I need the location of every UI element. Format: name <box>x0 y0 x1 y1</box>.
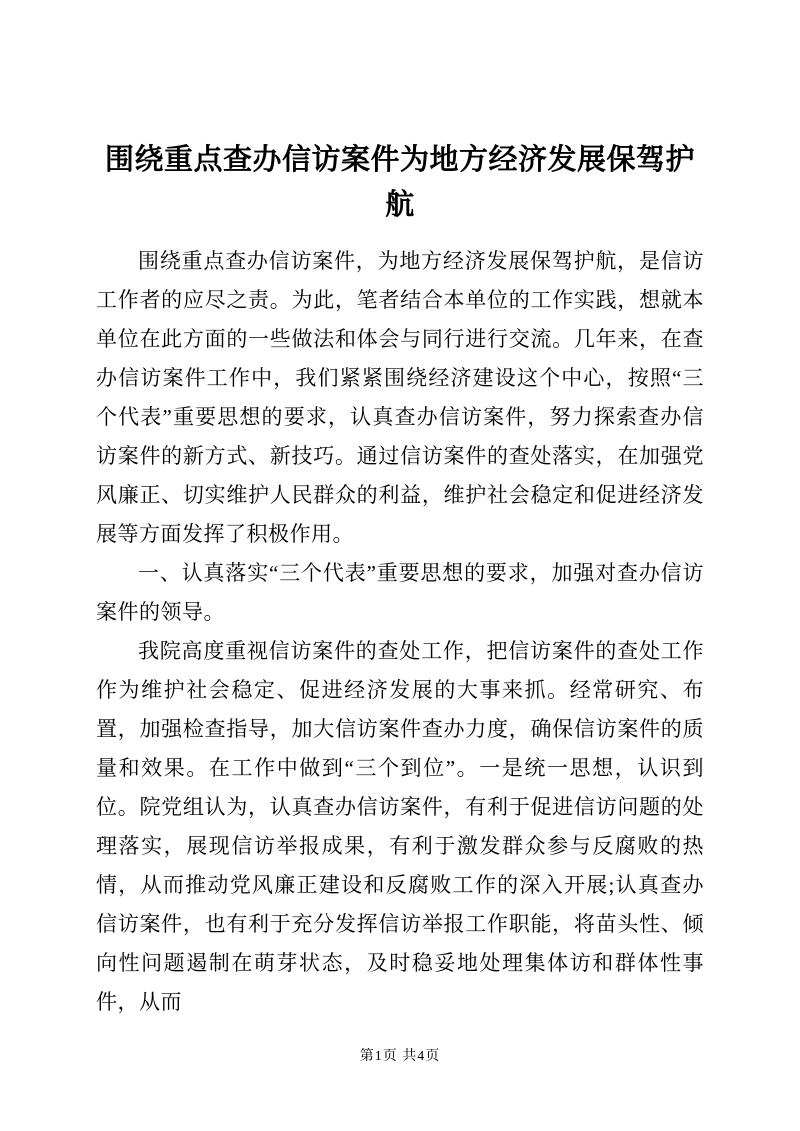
document-content <box>96 138 704 1022</box>
paragraph-section-heading: 一、认真落实“三个代表”重要思想的要求，加强对查办信访案件的领导。 <box>96 560 704 624</box>
paragraph-body: 我院高度重视信访案件的查处工作，把信访案件的查处工作作为维护社会稳定、促进经济发展的大事来抓。经常研究、布置，加强检查指导，加大信访案件查办力度，确保信访案件的质量和效果。在工作中做到“三个到位”。一是统一思想，认识到位。院党组认为，认真查办信访案件，有利于促进信访问题的处理落实，展现信访举报成果，有利于激发群众参与反腐败的热情，从而推动党风廉正建设和反腐败工作的深入开展;认真查办信访案件，也有利于充分发挥信访举报工作职能，将苗头性、倾向性问题遏制在萌芽状态，及时稳妥地处理集体访和群体性事件，从而 <box>96 638 704 1014</box>
page-footer <box>0 1045 800 1065</box>
paragraph-intro: 围绕重点查办信访案件，为地方经济发展保驾护航，是信访工作者的应尽之责。为此，笔者结合本单位的工作实践，想就本单位在此方面的一些做法和体会与同行进行交流。几年来，在查办信访案件工作中，我们紧紧围绕经济建设这个中心，按照“三个代表”重要思想的要求，认真查办信访案件，努力探索查办信访案件的新方式、新技巧。通过信访案件的查处落实，在加强党风廉正、切实维护人民群众的利益，维护社会稳定和促进经济发展等方面发挥了积极作用。 <box>96 248 704 546</box>
page-number-label: 第1页 共4页 <box>359 1049 441 1064</box>
document-title: 围绕重点查办信访案件为地方经济发展保驾护航 <box>104 144 695 221</box>
